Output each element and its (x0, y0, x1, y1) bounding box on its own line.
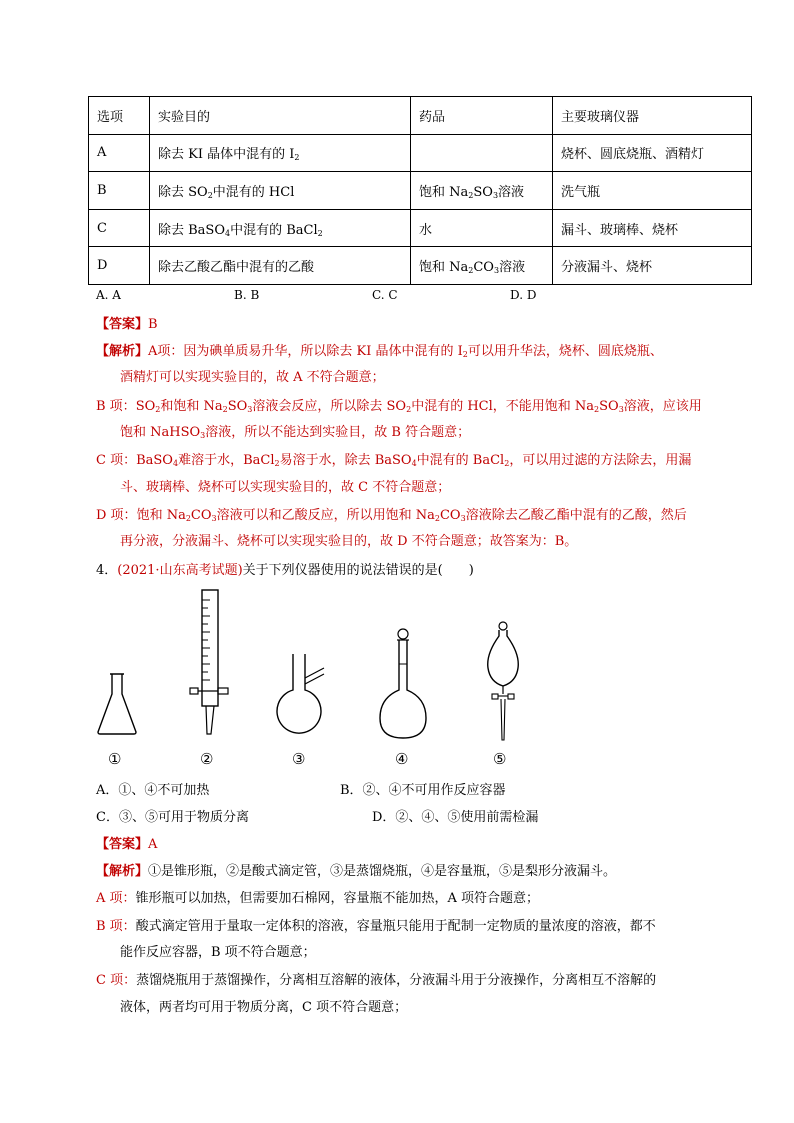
table-cell-drug: 水 (411, 209, 553, 247)
q4-option-b: B．②、④不可用作反应容器 (340, 783, 506, 798)
q4-option-a: A．①、④不可加热 (96, 783, 210, 798)
q4-analysis-c-cont: 液体，两者均可用于物质分离，C 项不符合题意； (120, 1000, 408, 1015)
table-header-cell: 主要玻璃仪器 (553, 97, 752, 135)
experiment-table (88, 96, 752, 285)
table-header-row (89, 97, 752, 135)
q3-analysis-b: B 项：$SO_2$和饱和 $Na_2SO_3$溶液会反应，所以除去 $SO_2$中混有的 HCl，不能用饱和 $Na_2SO_3$溶液，应该用 (96, 399, 702, 414)
table-cell-glass: 漏斗、玻璃棒、烧杯 (553, 209, 752, 247)
table-cell-glass: 分液漏斗、烧杯 (553, 247, 752, 285)
table-cell-goal: 除去 $SO_2$中混有的 HCl (150, 172, 411, 210)
table-header-cell: 选项 (89, 97, 150, 135)
q3-analysis-a-cont: 酒精灯可以实现实验目的，故 A 不符合题意； (120, 370, 385, 385)
table-cell-option: D (89, 247, 150, 285)
table-cell-goal: 除去 BaSO$_4$中混有的 BaCl$_2$ (150, 209, 411, 247)
q3-option-c: C. C (372, 288, 398, 302)
q4-analysis-c: C 项：蒸馏烧瓶用于蒸馏操作，分离相互溶解的液体，分液漏斗用于分液操作，分离相互不溶解的 (96, 973, 657, 988)
apparatus-label-4: ④ (395, 750, 409, 768)
apparatus-label-1: ① (108, 750, 122, 768)
q4-analysis-a: A 项：锥形瓶可以加热，但需要加石棉网，容量瓶不能加热，A 项符合题意； (96, 891, 540, 906)
q4-option-c: C．③、⑤可用于物质分离 (96, 810, 249, 825)
table-header-cell: 药品 (411, 97, 553, 135)
apparatus-label-2: ② (200, 750, 214, 768)
q4-analysis-b-cont: 能作反应容器，B 项不符合题意； (120, 945, 316, 960)
q3-analysis-c: C 项：BaSO$_4$难溶于水，BaCl$_2$易溶于水，除去 BaSO$_4$中混有的 BaCl$_2$，可以用过滤的方法除去，用漏 (96, 453, 692, 468)
table-cell-option: C (89, 209, 150, 247)
table-cell-option: B (89, 172, 150, 210)
q3-option-b: B. B (234, 288, 260, 302)
table-cell-goal: 除去乙酸乙酯中混有的乙酸 (150, 247, 411, 285)
distillation-flask-icon (276, 652, 328, 742)
erlenmeyer-flask-icon (96, 672, 138, 736)
table-row (89, 209, 752, 247)
table-row (89, 172, 752, 210)
apparatus-label-5: ⑤ (493, 750, 507, 768)
table-row (89, 134, 752, 172)
q3-analysis-c-cont: 斗、玻璃棒、烧杯可以实现实验目的，故 C 不符合题意； (120, 480, 451, 495)
table-row (89, 247, 752, 285)
q3-analysis-b-cont: 饱和 NaHSO$_3$溶液，所以不能达到实验目，故 B 符合题意； (120, 425, 471, 440)
acid-burette-icon (188, 588, 234, 738)
table-cell-goal: 除去 KI 晶体中混有的 $I_2$ (150, 134, 411, 172)
q4-stem: 4．(2021·山东高考试题)关于下列仪器使用的说法错误的是( ) (96, 563, 474, 578)
q3-answer: 【答案】B (96, 317, 158, 332)
q3-option-d: D. D (510, 288, 537, 302)
volumetric-flask-icon (378, 628, 428, 742)
table-cell-drug (411, 134, 553, 172)
table-cell-glass: 烧杯、圆底烧瓶、酒精灯 (553, 134, 752, 172)
apparatus-label-3: ③ (292, 750, 306, 768)
q4-analysis: 【解析】①是锥形瓶，②是酸式滴定管，③是蒸馏烧瓶，④是容量瓶，⑤是梨形分液漏斗。 (96, 864, 617, 879)
table-cell-glass: 洗气瓶 (553, 172, 752, 210)
table-cell-option: A (89, 134, 150, 172)
q3-analysis-d: D 项：饱和 $Na_2CO_3$溶液可以和乙酸反应，所以用饱和 $Na_2CO_3$溶液除去乙酸乙酯中混有的乙酸，然后 (96, 508, 687, 523)
q3-analysis-a: 【解析】A项：因为碘单质易升华，所以除去 KI 晶体中混有的 $I_2$可以用升华法，烧杯、圆底烧瓶、 (96, 344, 663, 359)
table-header-cell: 实验目的 (150, 97, 411, 135)
separatory-funnel-icon (484, 620, 522, 744)
q4-option-d: D．②、④、⑤使用前需检漏 (372, 810, 539, 825)
table-cell-drug: 饱和 $Na_2CO_3$溶液 (411, 247, 553, 285)
q4-answer: 【答案】A (96, 837, 158, 852)
table-cell-drug: 饱和 $Na_2SO_3$溶液 (411, 172, 553, 210)
q4-analysis-b: B 项：酸式滴定管用于量取一定体积的溶液，容量瓶只能用于配制一定物质的量浓度的溶液，都不 (96, 919, 656, 934)
q3-analysis-d-cont: 再分液，分液漏斗、烧杯可以实现实验目的，故 D 不符合题意；故答案为：B。 (120, 534, 578, 549)
q3-option-a: A. A (96, 288, 121, 302)
